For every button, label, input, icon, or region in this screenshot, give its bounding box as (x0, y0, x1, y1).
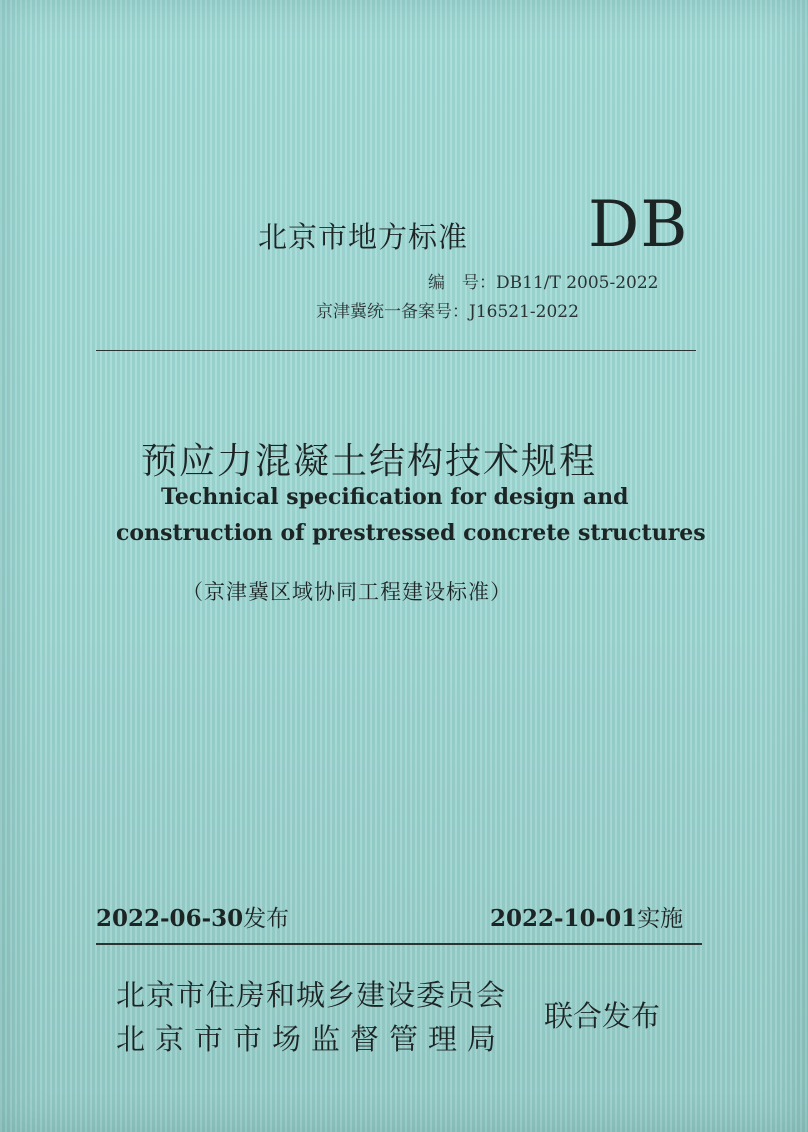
issue-date-label: 发布 (243, 906, 290, 932)
effective-date-label: 实施 (637, 906, 684, 932)
issue-date (96, 900, 289, 933)
effective-date-value: 2022-10-01 (490, 905, 638, 932)
db-logo: DB (588, 188, 689, 262)
standard-code-label: 编 号： (428, 273, 496, 293)
joint-issue-label: 联合发布 (544, 999, 661, 1033)
standard-code-value: DB11/T 2005-2022 (496, 273, 659, 293)
publisher-housing-commission: 北京市住房和城乡建设委员会 (116, 978, 507, 1012)
header-divider (96, 350, 696, 351)
record-number (316, 297, 579, 322)
title-english-line1: Technical specification for design and (161, 484, 629, 510)
publisher-market-regulation: 北京市市场监督管理局 (116, 1022, 507, 1056)
footer-divider (96, 943, 702, 945)
effective-date (490, 900, 683, 933)
standard-type: 北京市地方标准 (258, 220, 469, 254)
title-chinese: 预应力混凝土结构技术规程 (141, 441, 598, 482)
standard-code (428, 268, 659, 293)
record-number-value: J16521-2022 (469, 302, 579, 322)
title-english-line2: construction of prestressed concrete structures (116, 520, 706, 546)
record-number-label: 京津冀统一备案号： (316, 302, 469, 322)
issue-date-value: 2022-06-30 (96, 905, 244, 932)
region-note: （京津冀区域协同工程建设标准） (182, 580, 512, 604)
